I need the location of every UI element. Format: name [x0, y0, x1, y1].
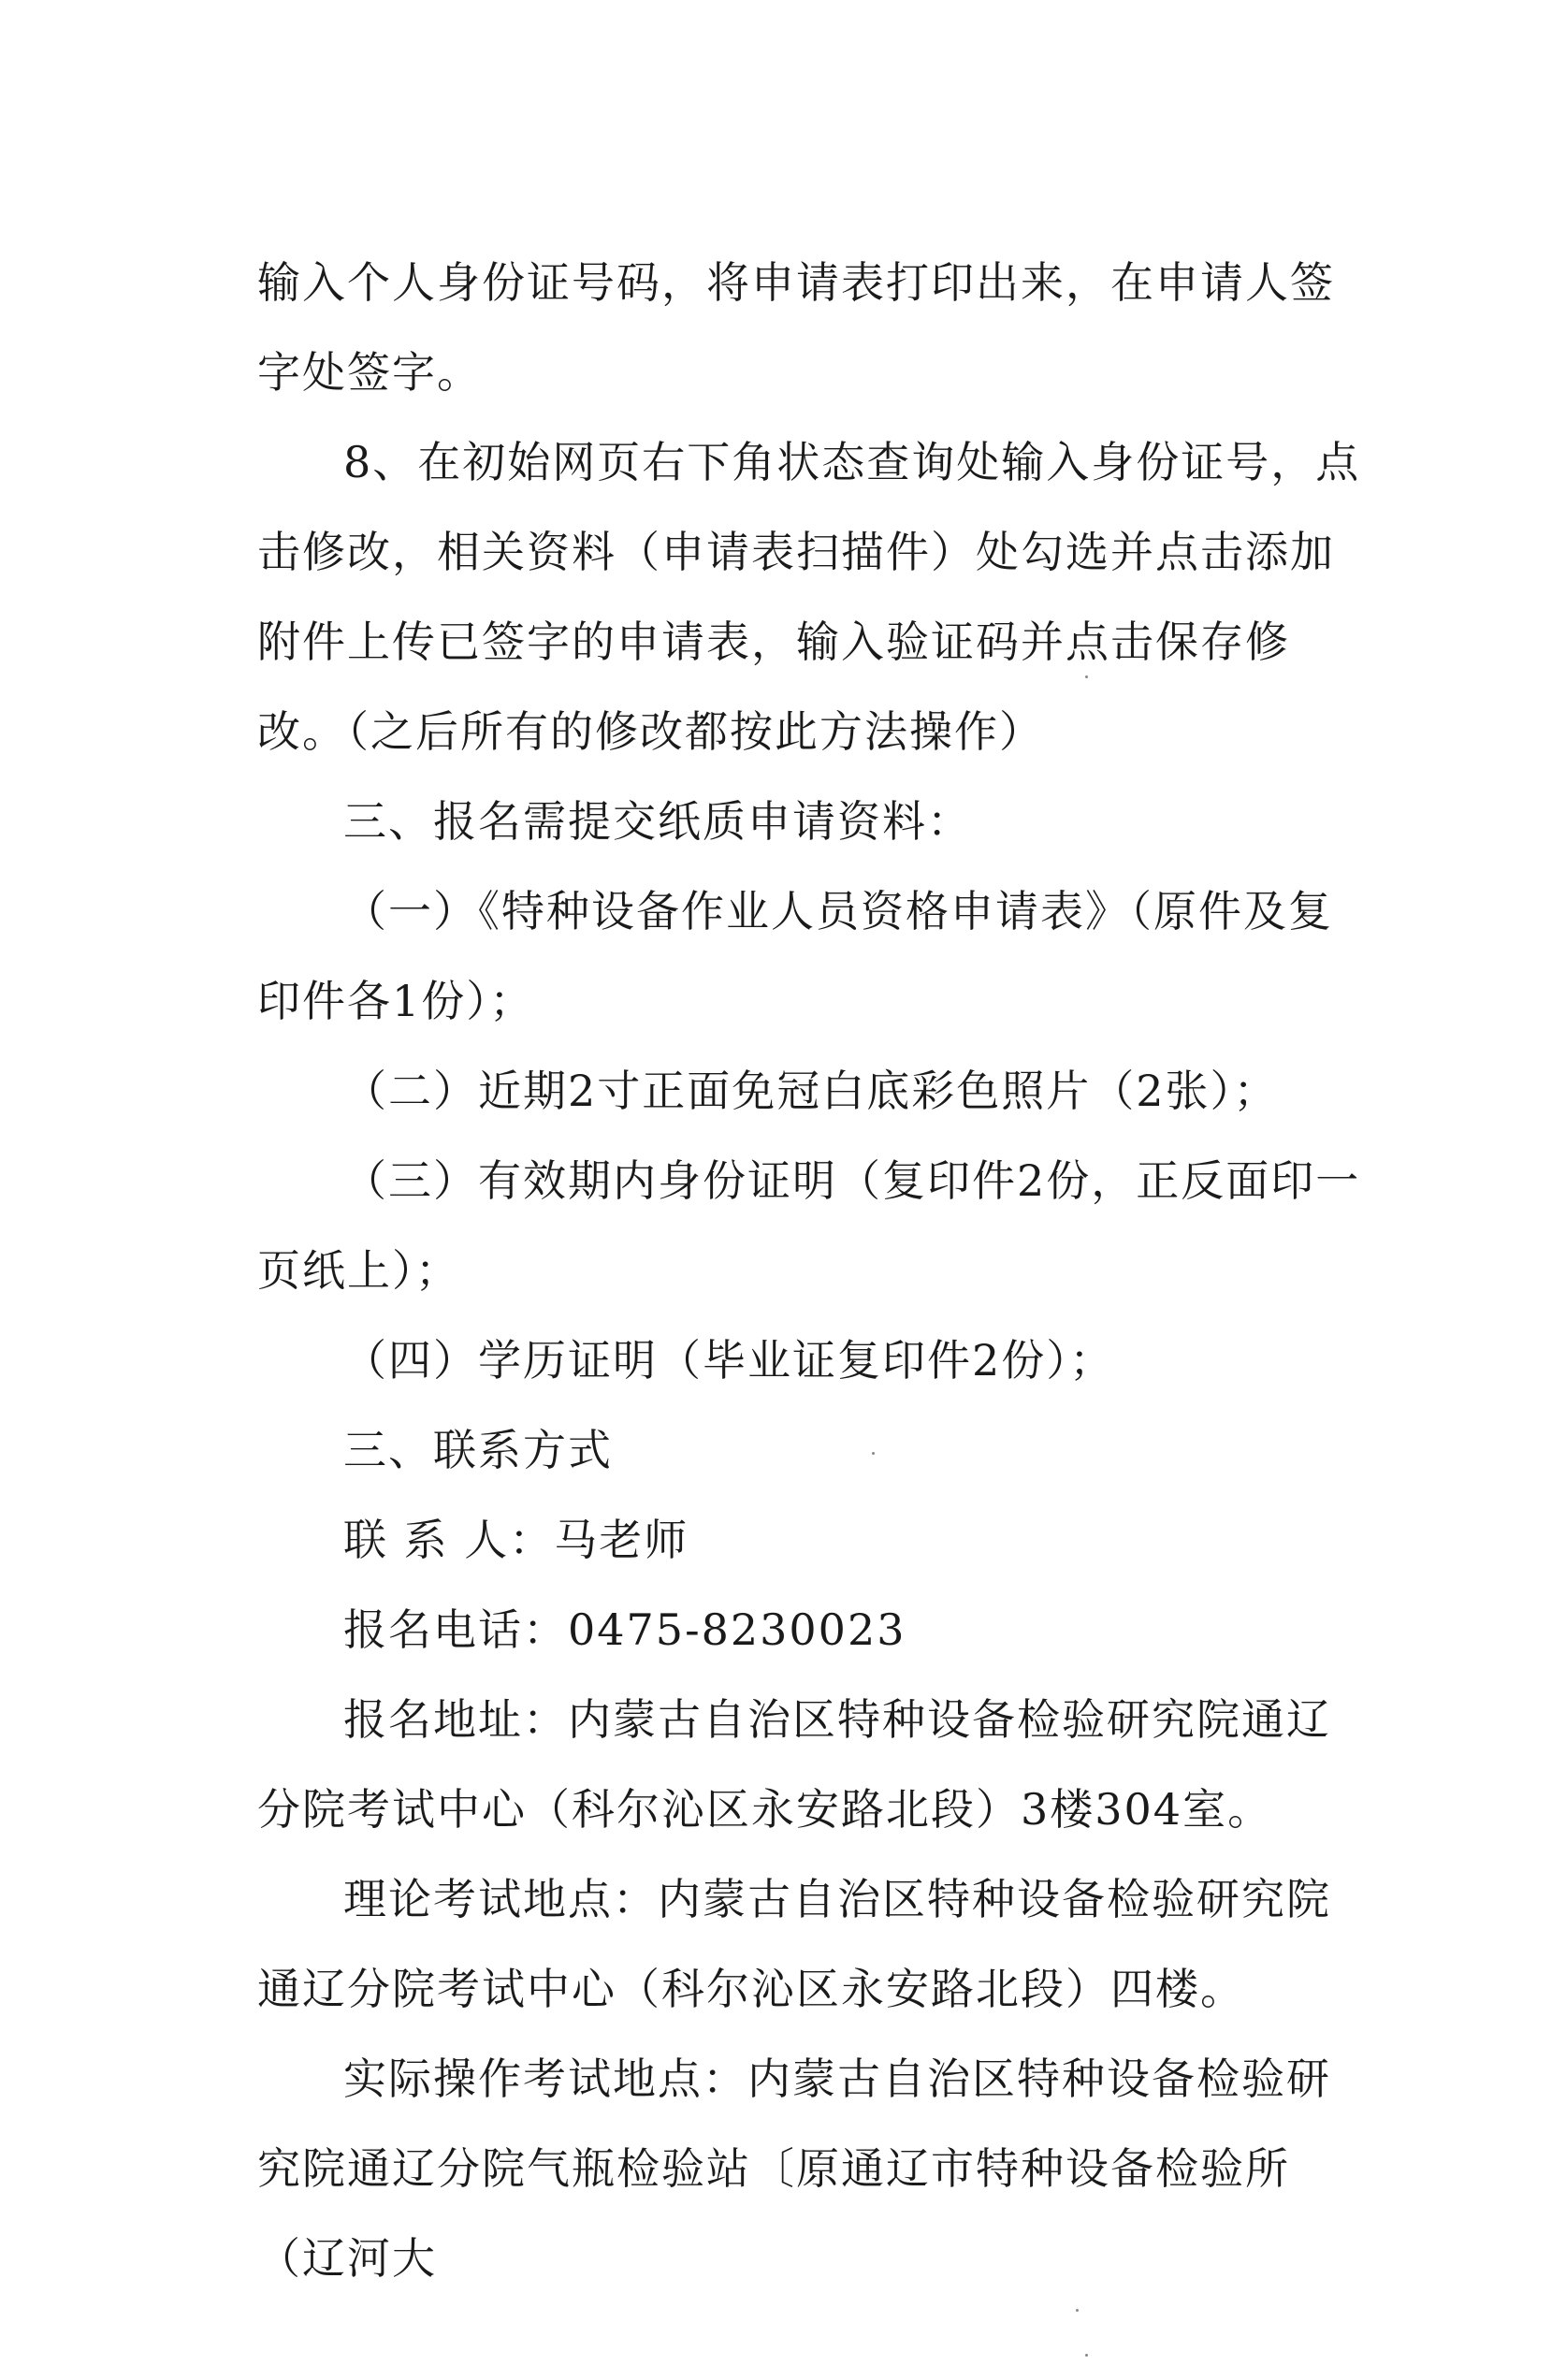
scan-speck [1085, 2354, 1088, 2357]
registration-address: 报名地址：内蒙古自治区特种设备检验研究院通辽分院考试中心（科尔沁区永安路北段）3楼304室。 [257, 1694, 1331, 1835]
section-heading-paper-materials: 三、报名需提交纸质申请资料： [343, 796, 972, 847]
contact-person: 联 系 人：马老师 [343, 1515, 689, 1565]
list-item-photo: （二）近期2寸正面免冠白底彩色照片（2张）； [343, 1066, 1279, 1116]
list-item-education-proof: （四）学历证明（毕业证复印件2份）； [343, 1335, 1115, 1386]
section-heading-contact: 三、联系方式 [343, 1425, 613, 1475]
scan-speck [1076, 2309, 1079, 2312]
paragraph-print-application: 输入个人身份证号码，将申请表打印出来，在申请人签字处签字。 [257, 257, 1335, 398]
scan-speck [872, 1452, 875, 1455]
contact-phone: 报名电话：0475-8230023 [343, 1604, 906, 1655]
list-item-id-proof: （三）有效期内身份证明（复印件2份，正反面印一页纸上）； [257, 1155, 1361, 1296]
scan-speck [1085, 675, 1088, 678]
paragraph-step-8-upload: 8、在初始网页右下角状态查询处输入身份证号，点击修改，相关资料（申请表扫描件）处勾选并点击添加附件上传已签字的申请表，输入验证码并点击保存修改。（之后所有的修改都按此方法操作） [257, 437, 1361, 757]
theory-exam-location: 理论考试地点：内蒙古自治区特种设备检验研究院通辽分院考试中心（科尔沁区永安路北段）四楼。 [257, 1874, 1331, 2014]
list-item-application-form: （一）《特种设备作业人员资格申请表》（原件及复印件各1份）； [257, 886, 1333, 1026]
practical-exam-location: 实际操作考试地点：内蒙古自治区特种设备检验研究院通辽分院气瓶检验站〔原通辽市特种设备检验所（辽河大 [257, 2053, 1331, 2284]
